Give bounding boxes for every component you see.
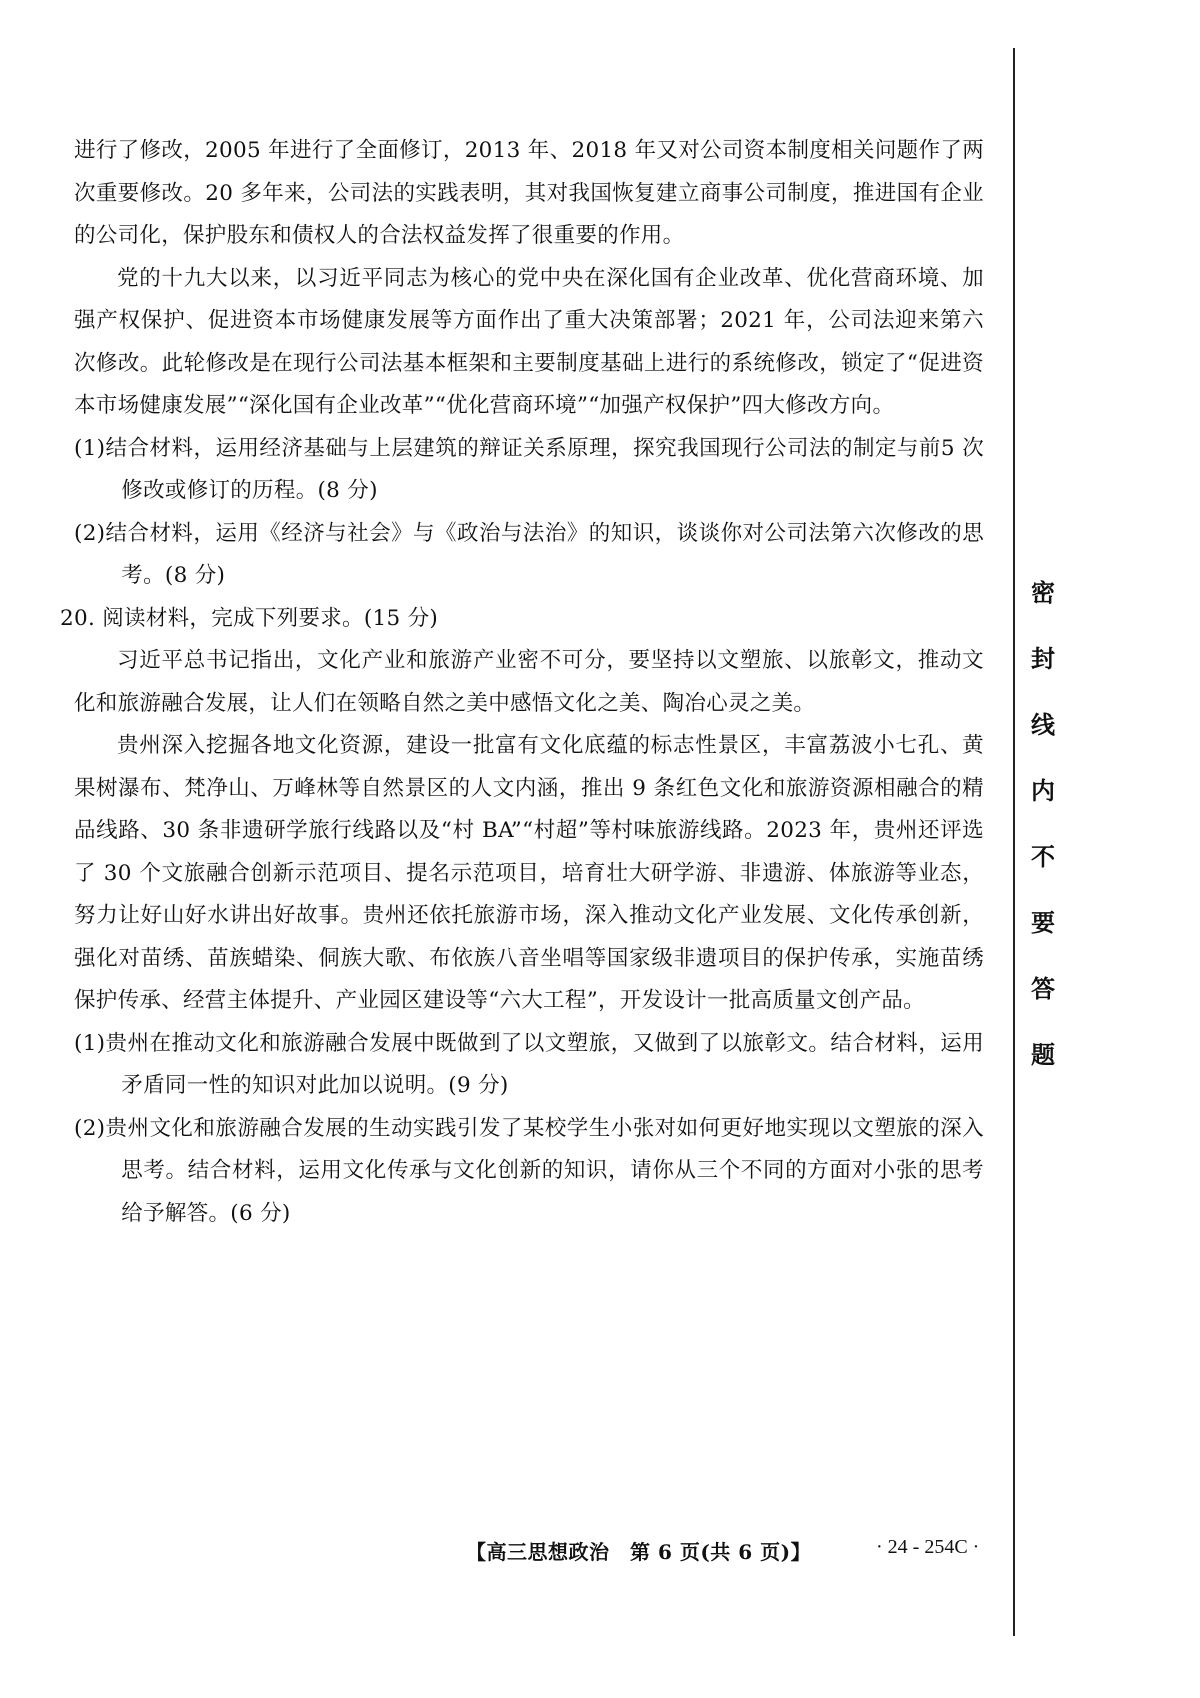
question-20-material-2: 贵州深入挖掘各地文化资源，建设一批富有文化底蕴的标志性景区，丰富荔波小七孔、黄果树瀑布、梵净山、万峰林等自然景区的人文内涵，推出 9 条红色文化和旅游资源相融合的精品线路、30 条非遗研学旅行线路以及“村 BA”“村超”等村味旅游线路。2023 年，贵州还评选了 30 个文旅融合创新示范项目、提名示范项目，培育壮大研学游、非遗游、体旅游等业态，努力让好山好水讲出好故事。贵州还依托旅游市场，深入推动文化产业发展、文化传承创新，强化对苗绣、苗族蜡染、侗族大歌、布依族八音坐唱等国家级非遗项目的保护传承，实施苗绣保护传承、经营主体提升、产业园区建设等“六大工程”，开发设计一批高质量文创产品。 (74, 733, 984, 1013)
question-20-part-1: (1)贵州在推动文化和旅游融合发展中既做到了以文塑旅，又做到了以旅彰文。结合材料，运用矛盾同一性的知识对此加以说明。(9 分) (74, 1030, 984, 1098)
footer-title: 【高三思想政治 第 6 页(共 6 页)】 (466, 1540, 812, 1564)
question-20-material-1: 习近平总书记指出，文化产业和旅游产业密不可分，要坚持以文塑旅、以旅彰文，推动文化和旅游融合发展，让人们在领略自然之美中感悟文化之美、陶冶心灵之美。 (74, 648, 984, 716)
question-20-part-2: (2)贵州文化和旅游融合发展的生动实践引发了某校学生小张对如何更好地实现以文塑旅的深入思考。结合材料，运用文化传承与文化创新的知识，请你从三个不同的方面对小张的思考给予解答。(6 分) (74, 1115, 984, 1226)
seal-char: 线 (1031, 711, 1055, 739)
question-20-heading: 20. 阅读材料，完成下列要求。(15 分) (60, 605, 439, 631)
page-content (60, 130, 984, 1235)
seal-char: 密 (1031, 579, 1055, 607)
question-19-part-2: (2)结合材料，运用《经济与社会》与《政治与法治》的知识，谈谈你对公司法第六次修改的思考。(8 分) (74, 520, 984, 588)
seal-char: 题 (1031, 1041, 1055, 1069)
question-19-part-1: (1)结合材料，运用经济基础与上层建筑的辩证关系原理，探究我国现行公司法的制定与前5 次修改或修订的历程。(8 分) (74, 435, 984, 503)
seal-char: 要 (1031, 909, 1055, 937)
seal-char: 答 (1031, 975, 1055, 1003)
material-paragraph: 党的十九大以来，以习近平同志为核心的党中央在深化国有企业改革、优化营商环境、加强产权保护、促进资本市场健康发展等方面作出了重大决策部署；2021 年，公司法迎来第六次修改。此轮修改是在现行公司法基本框架和主要制度基础上进行的系统修改，锁定了“促进资本市场健康发展”“深化国有企业改革”“优化营商环境”“加强产权保护”四大修改方向。 (74, 265, 984, 418)
seal-line (1013, 48, 1015, 1636)
material-paragraph-continued: 进行了修改，2005 年进行了全面修订，2013 年、2018 年又对公司资本制度相关问题作了两次重要修改。20 多年来，公司法的实践表明，其对我国恢复建立商事公司制度，推进国有企业的公司化，保护股东和债权人的合法权益发挥了很重要的作用。 (74, 138, 984, 248)
seal-char: 封 (1031, 645, 1055, 673)
seal-char: 内 (1031, 777, 1055, 805)
seal-char: 不 (1031, 843, 1055, 871)
seal-warning (1023, 560, 1063, 1088)
footer-code: · 24 - 254C · (876, 1536, 980, 1558)
